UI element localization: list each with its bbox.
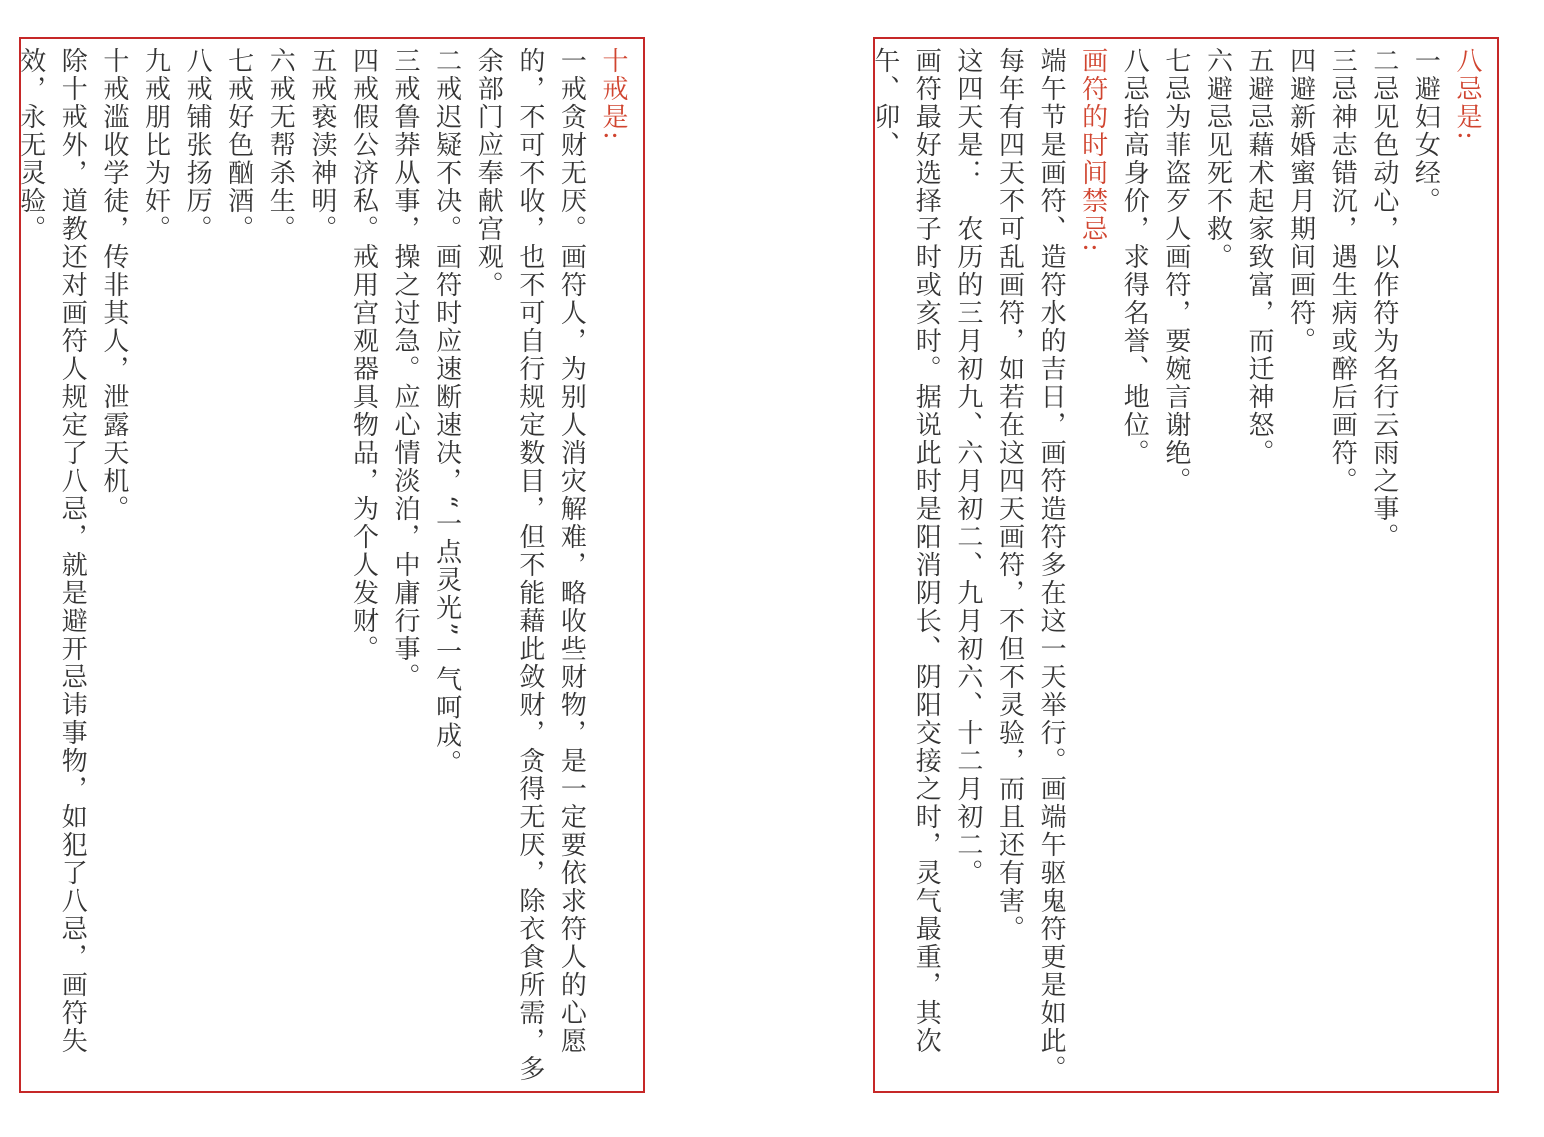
left-page-text [9,47,633,1083]
eight-taboos-intro: 除十戒外，道教还对画符人规定了八忌，就是避开忌讳事物，如犯了八忌，画符失效，永无灵验。 [15,47,88,1055]
precept-6: 六戒无帮杀生。 [265,47,296,243]
time-taboo-3: 这四天是： 农历的三月初九、六月初二、九月初六、十二月初二。 [952,47,983,887]
precept-2: 二戒迟疑不决。画符时应速断速决，“一点灵光”一气呵成。 [431,47,462,778]
time-taboo-2: 每年有四天不可乱画符，如若在这四天画符，不但不灵验，而且还有害。 [994,47,1025,943]
precept-8: 八戒铺张扬厉。 [182,47,213,243]
taboo-5: 五避忌藉术起家致富，而迁神怒。 [1244,47,1275,467]
precept-3: 三戒鲁莽从事，操之过急。应心情淡泊，中庸行事。 [390,47,421,691]
eight-taboos-heading: 八忌是: [1452,47,1482,142]
precept-9: 九戒朋比为奸。 [140,47,171,243]
taboo-4: 四避新婚蜜月期间画符。 [1285,47,1316,355]
precept-4: 四戒假公济私。戒用宫观器具物品，为个人发财。 [348,47,379,663]
precept-7: 七戒好色酗酒。 [223,47,254,243]
taboo-6: 六避忌见死不救。 [1202,47,1233,271]
taboo-2: 二忌见色动心，以作符为名行云雨之事。 [1368,47,1399,551]
taboo-1: 一避妇女经。 [1410,47,1441,215]
taboo-3: 三忌神志错沉，遇生病或醉后画符。 [1327,47,1358,495]
taboo-8: 八忌抬高身价，求得名誉、地位。 [1119,47,1150,467]
left-page [15,37,645,1093]
taboo-7: 七忌为菲盗歹人画符，要婉言谢绝。 [1160,47,1191,495]
precept-10: 十戒滥收学徒，传非其人，泄露天机。 [98,47,129,523]
precept-5: 五戒亵渎神明。 [306,47,337,243]
time-taboos-heading: 画符的时间禁忌: [1077,47,1108,254]
right-page [869,37,1499,1093]
ten-precepts-heading: 十戒是: [598,47,628,142]
time-taboo-4: 画符最好选择子时或亥时。据说此时是阳消阴长、阴阳交接之时，灵气最重，其次午、卯、 [869,47,942,1055]
precept-1: 一戒贪财无厌。画符人，为别人消灾解难，略收些财物，是一定要依求符人的心愿的，不可不收，也不可自行规定数目，但不能藉此敛财，贪得无厌，除衣食所需，多余部门应奉献宫观。 [473,47,587,1083]
right-page-text [863,47,1487,1083]
time-taboo-1: 端午节是画符、造符水的吉日，画符造符多在这一天举行。画端午驱鬼符更是如此。 [1036,47,1067,1083]
